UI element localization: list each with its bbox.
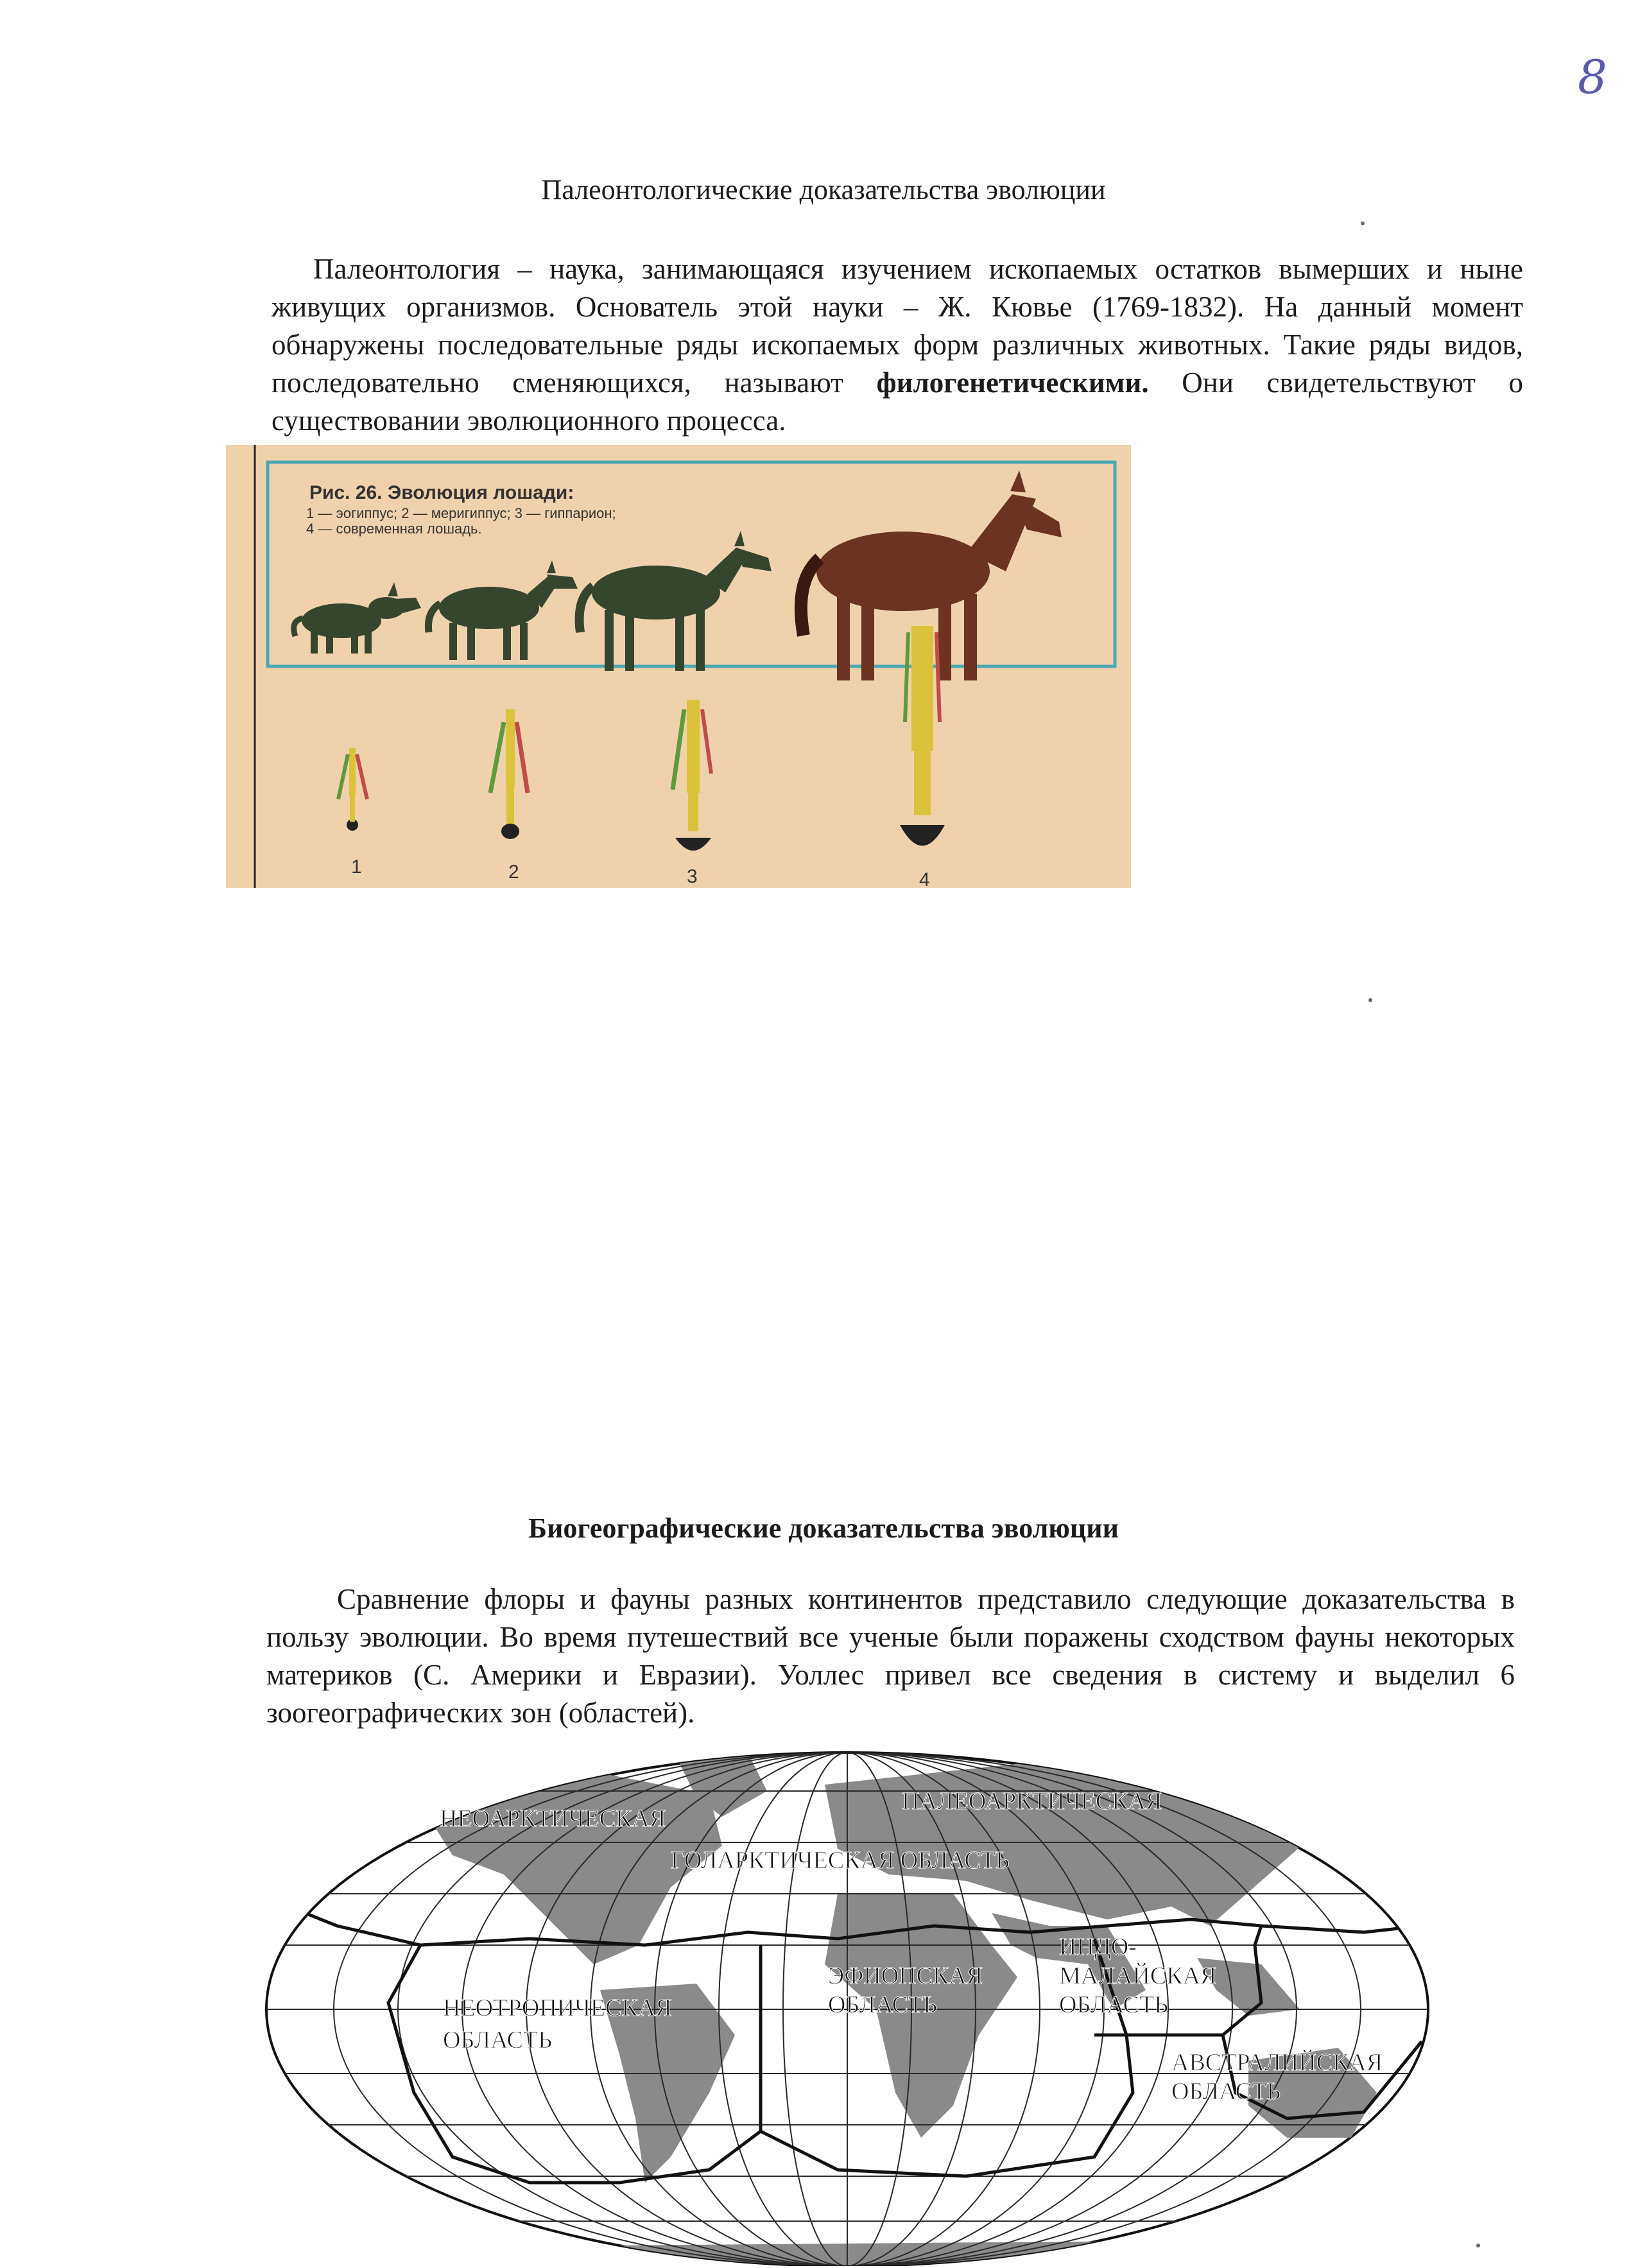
label-indomalayan-3: ОБЛАСТЬ — [1059, 1991, 1169, 2018]
horse-evolution-figure — [226, 440, 1131, 889]
label-indomalayan-1: ИНДО- — [1059, 1934, 1137, 1961]
figure-caption-line1: 1 — эогиппус; 2 — меригиппус; 3 — гиппарион; — [306, 505, 616, 521]
scan-speck — [1368, 998, 1372, 1002]
biogeography-text: Сравнение флоры и фауны разных континентов представило следующие доказательства в пользу эволюции. Во время путешествий все ученые были поражены сходством фауны некоторых материков (С. Америки и Евразии). Уоллес привел все сведения в систему и выделил 6 зоогеографических зон (областей). — [266, 1583, 1515, 1729]
zoogeographic-map — [260, 1733, 1435, 2266]
figure-label-2: 2 — [508, 861, 519, 883]
figure-label-3: 3 — [687, 866, 698, 887]
biogeography-paragraph — [266, 1580, 1515, 1732]
landmass-antarctica — [388, 2240, 1287, 2266]
scan-speck — [1476, 2244, 1480, 2247]
label-indomalayan-2: МАЛАЙСКАЯ — [1059, 1962, 1217, 1989]
label-holarctic: ГОЛАРКТИЧЕСКАЯ ОБЛАСТЬ — [671, 1847, 1010, 1874]
page-number: 8 — [1578, 50, 1607, 104]
label-australian-2: ОБЛАСТЬ — [1171, 2078, 1281, 2105]
section-title-paleontology: Палеонтологические доказательства эволюции — [541, 174, 1106, 205]
paragraph-text-end: Они свидетельствуют о существовании эволюционного процесса. — [272, 367, 1523, 437]
paleontology-paragraph — [272, 250, 1523, 440]
figure-label-4: 4 — [919, 869, 930, 889]
bold-term: филогенетическими. — [876, 367, 1149, 399]
label-neotropical-2: ОБЛАСТЬ — [443, 2027, 553, 2054]
label-australian-1: АВСТРАЛИЙСКАЯ — [1171, 2049, 1383, 2076]
label-ethiopian-1: ЭФИОПСКАЯ — [828, 1962, 983, 1989]
figure-label-1: 1 — [351, 856, 362, 878]
section-title-biogeography: Биогеографические доказательства эволюции — [528, 1512, 1119, 1544]
label-neotropical-1: НЕОТРОПИЧЕСКАЯ — [443, 1995, 672, 2021]
scan-speck — [1361, 221, 1365, 225]
paragraph-text-start: Палеонтология – наука, занимающаяся изучением ископаемых остатков вымерших и ныне живущих организмов. Основатель этой науки – Ж. Кювье (1769-1832). На данный момент обнаружены последовательные ряды ископаемых форм различных животных. Такие ряды видов, последовательно сменяющихся, называют — [272, 253, 1523, 399]
figure-caption-title: Рис. 26. Эволюция лошади: — [309, 482, 574, 503]
label-ethiopian-2: ОБЛАСТЬ — [828, 1991, 938, 2018]
label-palearctic: ПАЛЕОАРКТИЧЕСКАЯ — [902, 1788, 1162, 1815]
label-nearctic: НЕОАРКТИЧЕСКАЯ — [440, 1805, 666, 1832]
figure-caption-line2: 4 — современная лошадь. — [306, 521, 482, 537]
